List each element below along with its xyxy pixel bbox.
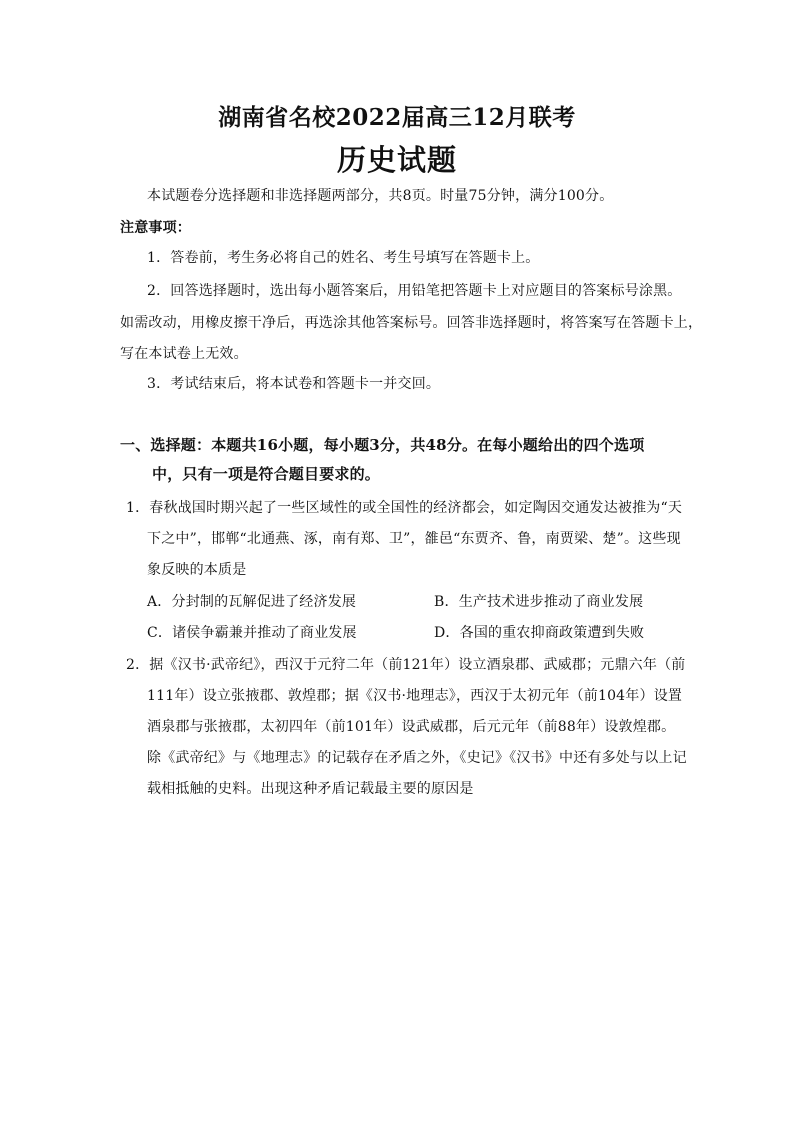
exam-title: 湖南省名校2022届高三12月联考 [218, 104, 576, 131]
question-1-option-a: A．分封制的瓦解促进了经济发展 [147, 594, 357, 610]
section-heading-line-1: 一、选择题：本题共16小题，每小题3分，共48分。在每小题给出的四个选项 [120, 436, 645, 454]
question-1-line-3: 象反映的本质是 [147, 562, 247, 578]
question-2-line-4: 除《武帝纪》与《地理志》的记载存在矛盾之外，《史记》《汉书》中还有多处与以上记 [147, 750, 687, 766]
question-2-line-2: 111年）设立张掖郡、敦煌郡；据《汉书·地理志》，西汉于太初元年（前104年）设置 [147, 688, 683, 704]
note-item-3: 3．考试结束后，将本试卷和答题卡一并交回。 [147, 376, 441, 392]
intro-text: 本试题卷分选择题和非选择题两部分，共8页。时量75分钟，满分100分。 [147, 188, 614, 204]
section-heading-line-2: 中，只有一项是符合题目要求的。 [152, 465, 381, 483]
note-item-1: 1．答卷前，考生务必将自己的姓名、考生号填写在答题卡上。 [147, 250, 540, 266]
notes-heading: 注意事项： [120, 220, 191, 236]
question-1-option-d: D．各国的重农抑商政策遭到失败 [434, 625, 645, 641]
question-2-line-3: 酒泉郡与张掖郡，太初四年（前101年）设武威郡，后元元年（前88年）设敦煌郡。 [147, 719, 676, 735]
note-item-2-line-2: 如需改动，用橡皮擦干净后，再选涂其他答案标号。回答非选择题时，将答案写在答题卡上， [120, 315, 703, 331]
note-item-2-line-1: 2．回答选择题时，选出每小题答案后，用铅笔把答题卡上对应题目的答案标号涂黑。 [147, 283, 682, 299]
question-2-line-1: 2．据《汉书·武帝纪》，西汉于元狩二年（前121年）设立酒泉郡、武威郡；元鼎六年（前 [126, 657, 686, 673]
note-item-2-line-3: 写在本试卷上无效。 [120, 346, 248, 362]
question-1-option-b: B．生产技术进步推动了商业发展 [434, 594, 644, 610]
question-1-option-c: C．诸侯争霸兼并推动了商业发展 [147, 625, 357, 641]
question-1-line-2: 下之中”，邯郸“北通燕、涿，南有郑、卫”，雒邑“东贾齐、鲁，南贾梁、楚”。这些现 [147, 531, 681, 547]
subject-title: 历史试题 [336, 143, 457, 177]
question-1-line-1: 1．春秋战国时期兴起了一些区域性的或全国性的经济都会，如定陶因交通发达被推为“天 [126, 500, 683, 516]
question-2-line-5: 载相抵触的史料。出现这种矛盾记载最主要的原因是 [147, 781, 474, 797]
